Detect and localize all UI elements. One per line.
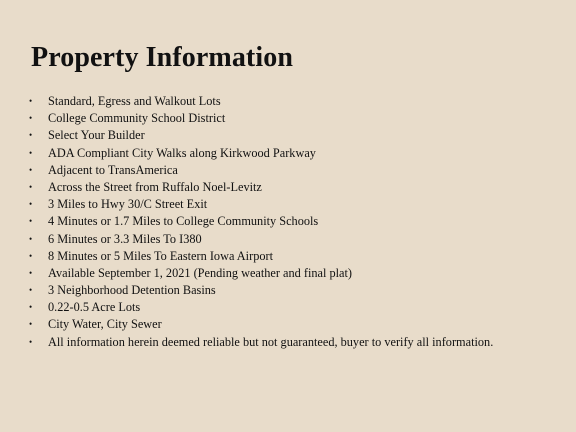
bullet-item — [29, 334, 493, 351]
bullet-item — [29, 213, 493, 230]
bullet-item — [29, 231, 493, 248]
bullet-text: 4 Minutes or 1.7 Miles to College Community Schools — [48, 214, 319, 229]
bullet-item — [29, 265, 493, 282]
bullet-text: 0.22-0.5 Acre Lots — [48, 300, 141, 315]
bullet-item — [29, 196, 493, 213]
bullet-icon: • — [29, 285, 33, 296]
bullet-item — [29, 316, 493, 333]
bullet-list — [29, 93, 493, 351]
bullet-icon: • — [29, 302, 33, 313]
bullet-text: Available September 1, 2021 (Pending weather and final plat) — [48, 265, 353, 280]
bullet-icon: • — [29, 267, 33, 278]
bullet-item — [29, 282, 493, 299]
bullet-text: College Community School District — [48, 111, 226, 126]
bullet-text: 8 Minutes or 5 Miles To Eastern Iowa Airport — [48, 248, 274, 263]
bullet-text: 3 Miles to Hwy 30/C Street Exit — [48, 197, 208, 212]
bullet-item — [29, 127, 493, 144]
bullet-item — [29, 179, 493, 196]
bullet-item — [29, 248, 493, 265]
bullet-item — [29, 299, 493, 316]
slide-title: Property Information — [31, 42, 293, 73]
bullet-text: 3 Neighborhood Detention Basins — [48, 283, 216, 298]
bullet-icon: • — [29, 250, 33, 261]
bullet-icon: • — [29, 164, 33, 175]
bullet-icon: • — [29, 130, 33, 141]
bullet-text: All information herein deemed reliable but not guaranteed, buyer to verify all information. — [48, 334, 494, 349]
bullet-icon: • — [29, 336, 33, 347]
bullet-text: ADA Compliant City Walks along Kirkwood Parkway — [48, 145, 316, 160]
bullet-icon: • — [29, 181, 33, 192]
bullet-icon: • — [29, 113, 33, 124]
bullet-icon: • — [29, 233, 33, 244]
bullet-icon: • — [29, 216, 33, 227]
bullet-icon: • — [29, 147, 33, 158]
bullet-item — [29, 162, 493, 179]
bullet-text: 6 Minutes or 3.3 Miles To I380 — [48, 231, 202, 246]
bullet-item — [29, 110, 493, 127]
bullet-item — [29, 145, 493, 162]
bullet-item — [29, 93, 493, 110]
bullet-icon: • — [29, 199, 33, 210]
bullet-text: Select Your Builder — [48, 128, 145, 143]
bullet-text: Across the Street from Ruffalo Noel-Levitz — [48, 179, 262, 194]
bullet-icon: • — [29, 319, 33, 330]
bullet-text: City Water, City Sewer — [48, 317, 162, 332]
bullet-text: Standard, Egress and Walkout Lots — [48, 94, 221, 108]
bullet-icon: • — [29, 96, 33, 106]
bullet-text: Adjacent to TransAmerica — [48, 162, 178, 177]
